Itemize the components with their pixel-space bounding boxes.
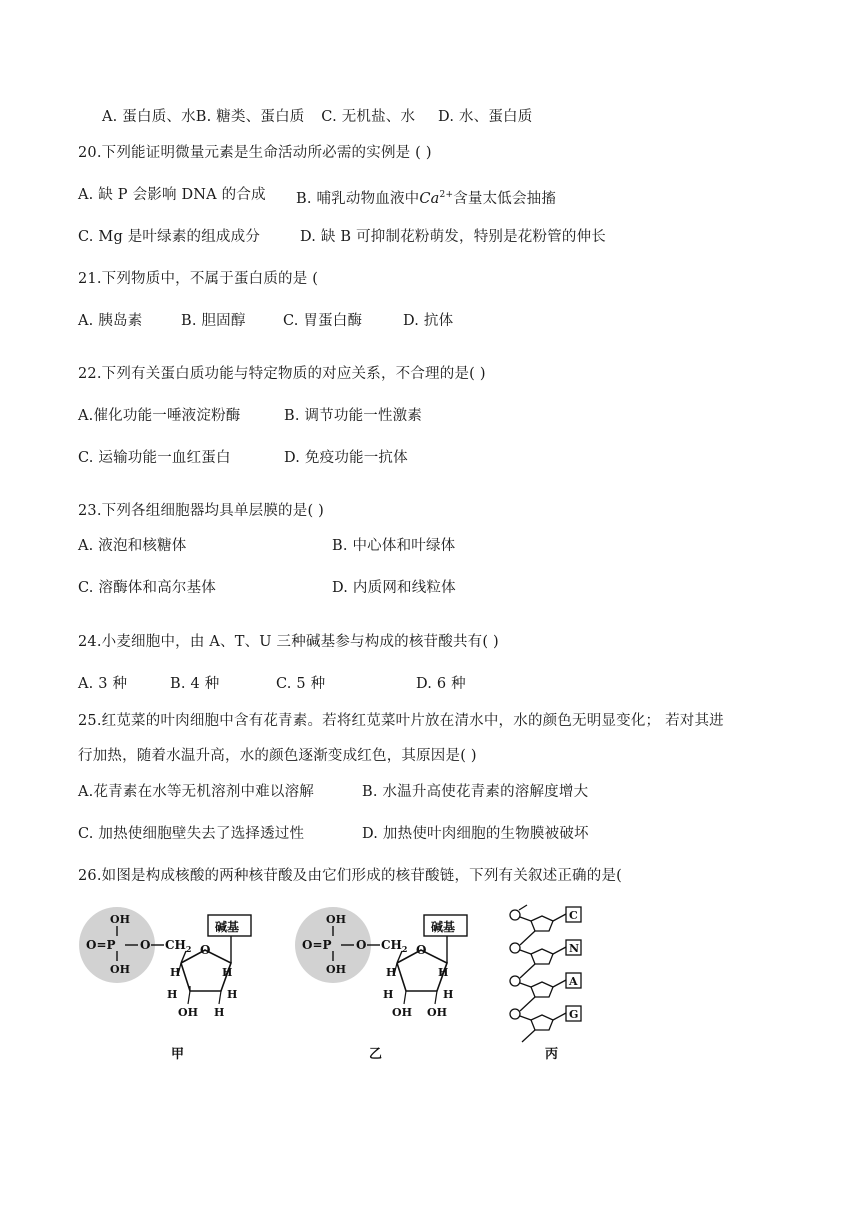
nucleotide-chain-bing [510,905,581,1042]
q19-option-d: D. 水、蛋白质 [438,109,533,125]
yi-oh-top: OH [326,913,346,926]
q20-stem: 20.下列能证明微量元素是生命活动所必需的实例是 ( ) [78,145,432,161]
label-jia: 甲 [171,1047,185,1062]
q24-option-c: C. 5 种 [276,676,326,692]
q20-option-b-pre: B. 哺乳动物血液中 [296,191,420,207]
yi-o-link: O [356,938,367,952]
chain-base-n: N [569,942,580,955]
q21-option-c: C. 胃蛋白酶 [283,313,363,329]
q23-stem: 23.下列各组细胞器均具单层膜的是( ) [78,503,324,519]
jia-p-group: O=P [86,938,116,952]
q24-stem: 24.小麦细胞中，由 A、T、U 三种碱基参与构成的核苷酸共有( ) [78,634,499,650]
yi-ch2: $CH_2$ [381,938,408,954]
q25-stem-line1: 25.红苋菜的叶肉细胞中含有花青素。若将红苋菜叶片放在清水中，水的颜色无明显变化； 若对其进 [78,713,724,729]
jia-h1: H [170,966,181,979]
yi-oh-bottom: OH [326,963,346,976]
yi-h1: H [386,966,397,979]
q22-stem: 22.下列有关蛋白质功能与特定物质的对应关系，不合理的是( ) [78,366,486,382]
q22-option-c: C. 运输功能一血红蛋白 [78,450,231,466]
q24-option-b: B. 4 种 [170,676,220,692]
q21-option-a: A. 胰岛素 [78,313,143,329]
q20-option-b [296,185,556,209]
yi-h2: H [438,966,449,979]
q20-option-b-ion: Ca [419,191,440,207]
q20-option-d: D. 缺 B 可抑制花粉萌发，特别是花粉管的伸长 [300,229,606,245]
jia-h2: H [222,966,233,979]
nucleotide-yi [295,907,467,1062]
q25-option-d: D. 加热使叶肉细胞的生物膜被破坏 [362,826,589,842]
nucleotide-figure [0,890,860,1090]
q21-stem: 21.下列物质中，不属于蛋白质的是 ( [78,271,319,287]
jia-oh-bottom: OH [110,963,130,976]
jia-oh-sugar: OH [178,1006,198,1019]
q23-option-b: B. 中心体和叶绿体 [332,538,456,554]
q22-option-b: B. 调节功能一性激素 [284,408,423,424]
jia-h5: H [214,1006,225,1019]
q23-option-a: A. 液泡和核糖体 [78,538,187,554]
chain-base-g: G [569,1008,579,1021]
yi-oh-sugar-right: OH [427,1006,447,1019]
q25-option-c: C. 加热使细胞壁失去了选择透过性 [78,826,305,842]
q19-options [102,107,622,127]
jia-base-label: 碱基 [215,920,240,934]
q20-option-c: C. Mg 是叶绿素的组成成分 [78,229,261,245]
yi-p-group: O=P [302,938,332,952]
yi-base-label: 碱基 [431,920,456,934]
chain-base-c: C [569,909,578,922]
q25-option-b: B. 水温升高使花青素的溶解度增大 [362,784,589,800]
q22-option-a: A.催化功能一唾液淀粉酶 [78,408,241,424]
q20-option-a: A. 缺 P 会影响 DNA 的合成 [78,187,266,203]
q25-option-a: A.花青素在水等无机溶剂中难以溶解 [78,784,314,800]
q24-option-d: D. 6 种 [416,676,466,692]
jia-o-link: O [140,938,151,952]
label-yi: 乙 [369,1047,383,1062]
q21-option-d: D. 抗体 [403,313,454,329]
yi-h3: H [383,988,394,1001]
jia-h4: H [227,988,238,1001]
q23-option-d: D. 内质网和线粒体 [332,580,456,596]
q19-option-b: B. 糖类、蛋白质 [195,109,305,125]
q20-option-b-charge: 2+ [439,190,454,200]
q19-option-c: C. 无机盐、水 [321,109,416,125]
yi-oh-sugar-left: OH [392,1006,412,1019]
q24-option-a: A. 3 种 [78,676,128,692]
jia-ring-o: O [200,943,211,957]
q19-option-a: A. 蛋白质、水 [102,109,196,125]
yi-h4: H [443,988,454,1001]
jia-oh-top: OH [110,913,130,926]
q23-option-c: C. 溶酶体和高尔基体 [78,580,216,596]
chain-base-a: A [569,975,578,988]
q22-option-d: D. 免疫功能一抗体 [284,450,408,466]
jia-ch2: $CH_2$ [165,938,192,954]
q21-option-b: B. 胆固醇 [181,313,246,329]
nucleotide-jia [79,907,251,1062]
yi-ring-o: O [416,943,427,957]
q25-stem-line2: 行加热，随着水温升高，水的颜色逐渐变成红色，其原因是( ) [78,748,477,764]
jia-h3: H [167,988,178,1001]
label-bing: 丙 [545,1047,559,1062]
q20-option-b-post: 含量太低会抽搐 [453,191,557,207]
q26-stem: 26.如图是构成核酸的两种核苷酸及由它们形成的核苷酸链，下列有关叙述正确的是( [78,868,623,884]
